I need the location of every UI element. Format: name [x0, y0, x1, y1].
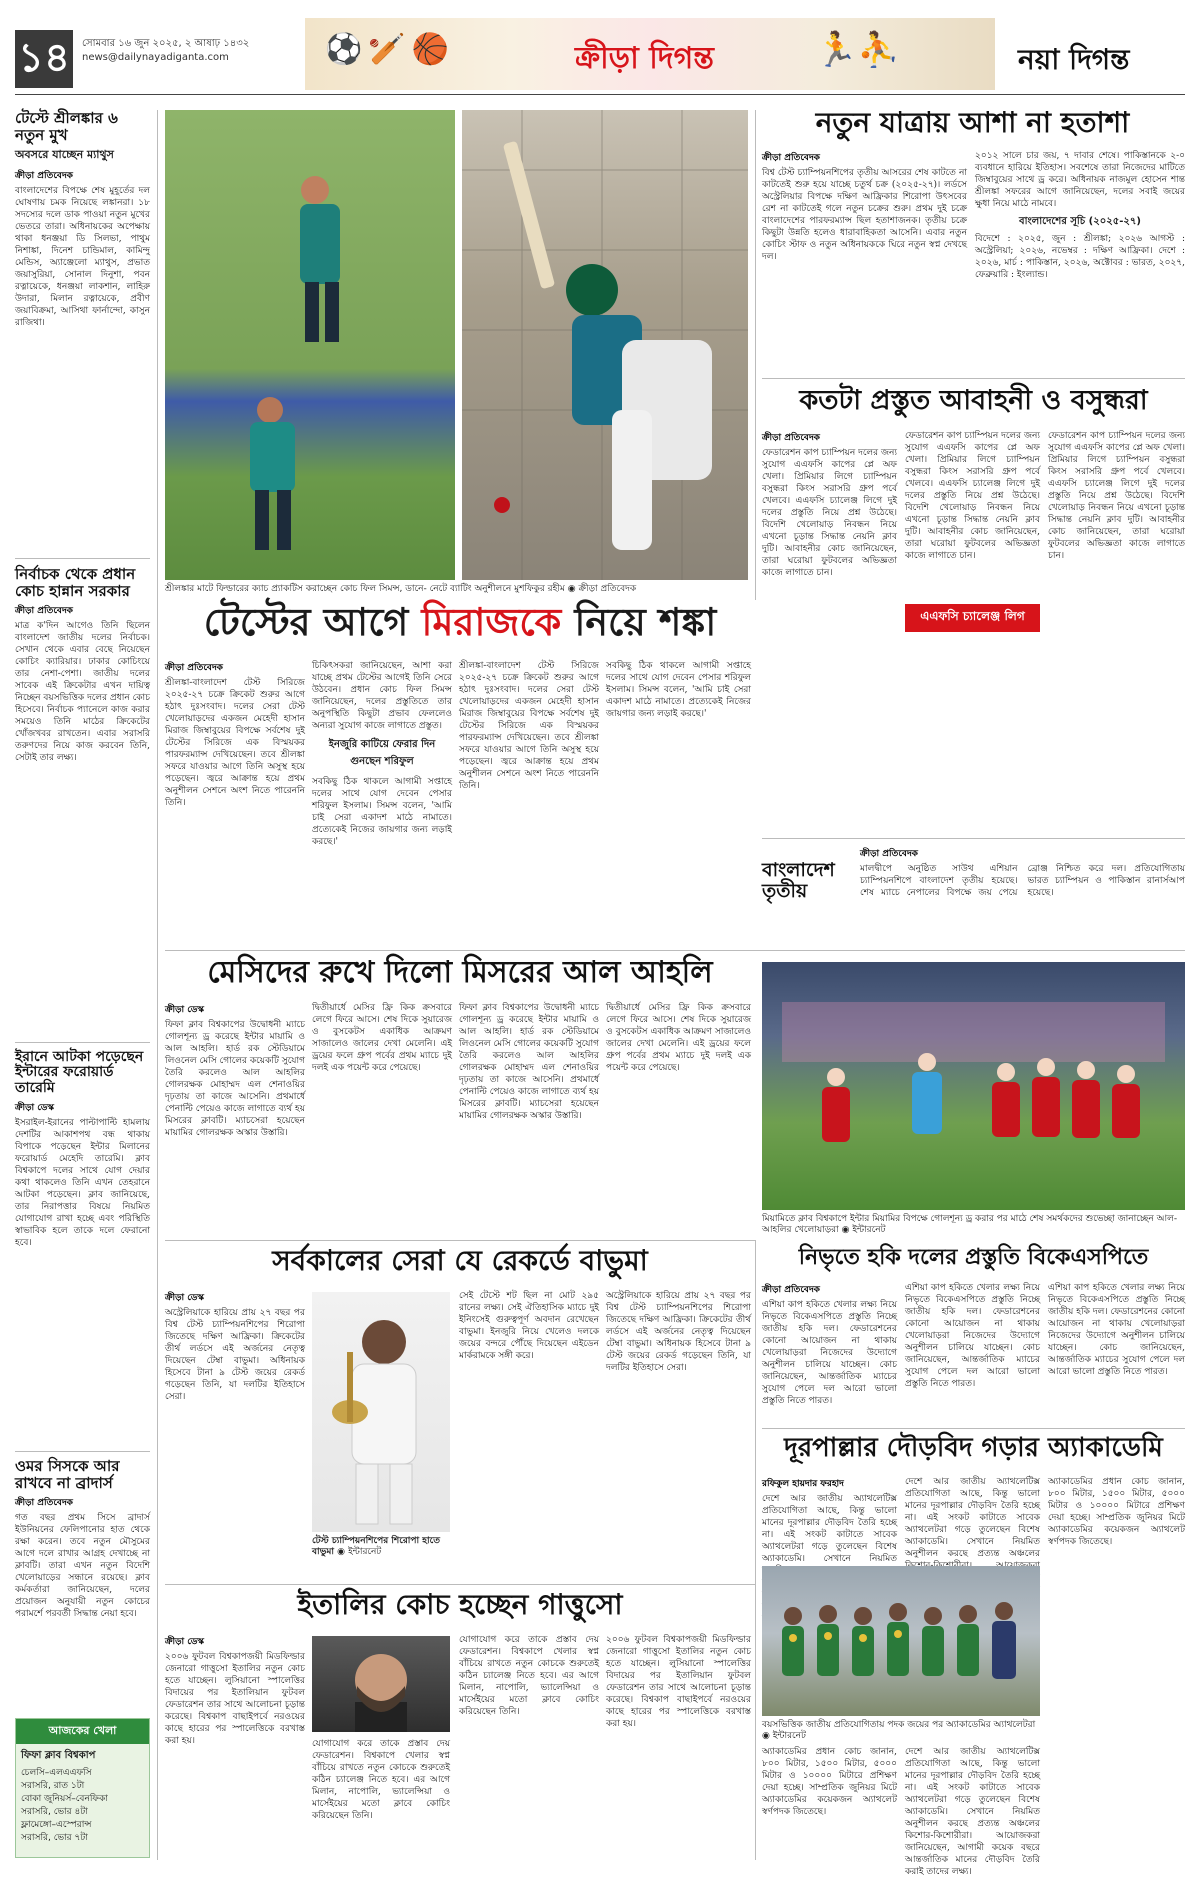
batsman-illustration [462, 110, 748, 580]
abahani-headline: কতটা প্রস্তুত আবাহনী ও বসুন্ধরা [799, 385, 1148, 416]
gattuso-col1 [165, 1634, 305, 1860]
sprint-col2b [905, 1746, 1040, 1877]
ahly-col4 [606, 1002, 751, 1242]
players-illustration [762, 962, 1185, 1210]
subhead: ইনজুরি কাটিয়ে ফেরার দিন গুনছেন শরিফুল [328, 739, 436, 767]
divider [15, 558, 150, 559]
miraz-col2 [312, 660, 452, 940]
miraz-col4 [606, 660, 751, 940]
body2: সেই টেস্টে শট ছিল না মোট ২৯৫ রানের লক্ষ্য। সেই ঐতিহাসিক ম্যাচে দুই ইনিংসেই গুরুত্বপূর্ণ অবদান রেখেছেন বাভুমা। ইনজুরি নিয়ে খেলেও দলকে জয়ের বন্দরে পৌঁছে দিয়েছেন এইডেন মার্করামকে সঙ্গী করে। [459, 1291, 599, 1361]
ahly-headline: মেসিদের রুখে দিলো মিসরের আল আহলি [207, 955, 713, 990]
divider [762, 1428, 1185, 1429]
camera-icon: ◉ [337, 1547, 349, 1557]
caption-text: টেস্ট চ্যাম্পিয়নশিপের শিরোপা হাতে বাভুমা [312, 1536, 440, 1557]
today-line: সরাসরি, রাত ১টা [21, 1781, 85, 1791]
caption-text: বয়সভিত্তিক জাতীয় প্রতিযোগিতায় পদক জয়ের পর অ্যাকাডেমির অ্যাথলেটরা [762, 1720, 1036, 1730]
abahani-col1 [762, 430, 897, 810]
gattuso-col3 [459, 1634, 599, 1860]
schedule-title: বাংলাদেশের সূচি (২০২৫-২৭) [1019, 216, 1141, 227]
photo-fielding-practice [165, 110, 455, 580]
body: শ্রীলঙ্কা-বাংলাদেশ টেস্ট সিরিজে ২০২৫-২৭ চক্রে ক্রিকেট শুরুর আগে হঠাৎ দুঃসংবাদ। দলের সেরা টেস্ট খেলোয়াড়দের একজন মেহেদী হাসান মিরাজ জিম্বাবুয়ের বিপক্ষে সর্বশেষ দুই টেস্টের সিরিজে এক বিস্ময়কর পারফরম্যান্স দেখিয়েছেন। তবে শ্রীলঙ্কা সফরে যাওয়ার আগে তিনি অসুস্থ হয়ে পড়েছেন। জ্বরে আক্রান্ত হয়ে প্রথম অনুশীলন সেশনে অংশ নিতে পারেননি তিনি। [165, 678, 305, 808]
headline: টেস্টে শ্রীলঙ্কার ৬ নতুন মুখ [15, 109, 118, 144]
photo-bavuma [312, 1292, 450, 1532]
body: এশিয়া কাপ হকিতে খেলার লক্ষ্য নিয়ে নিভৃতে বিকেএসপিতে প্রস্তুতি নিচ্ছে জাতীয় হকি দল। ফেডারেশনের কোনো আয়োজন না থাকায় খেলোয়াড়রা নিজেদের উদ্যোগে অনুশীলন চালিয়ে যাচ্ছেন। কোচ জানিয়েছেন, আন্তর্জাতিক ম্যাচের সুযোগ পেলে দল আরো ভালো প্রস্তুতি নিতে পারত। [905, 1283, 1040, 1389]
masthead [0, 0, 1200, 92]
schedule: বিদেশে : ২০২৫, জুন : শ্রীলঙ্কা; ২০২৬ আগস্ট : অস্ট্রেলিয়া; ২০২৬, নভেম্বর : দক্ষিণ আফ্রিকা। দেশে : ২০২৬, মার্চ : পাকিস্তান, ২০২৬, অক্টোবর : ভারত, ২০২৭, ফেব্রুয়ারি : ইংল্যান্ড। [975, 234, 1185, 280]
body: বিশ্ব টেস্ট চ্যাম্পিয়নশিপের তৃতীয় আসরের শেষ কাটতে না কাটতেই শুরু হয়ে যাচ্ছে চতুর্থ চক্র (২০২৫-২৭)। লর্ডসে অস্ট্রেলিয়ার বিপক্ষে দক্ষিণ আফ্রিকার শিরোপা উৎসবের রেশ না কাটতেই গলে নতুন চক্রের শুরু। প্রথম দুই চক্রে বাংলাদেশের পারফরম্যান্স ছিল হতাশাজনক। তৃতীয় চক্রে কিছুটা উন্নতি হলেও ধারাবাহিকতা আসেনি। এবার নতুন কোচিং স্টাফ ও নতুন অধিনায়ককে ঘিরে নতুন স্বপ্ন দেখছে দল। [762, 168, 967, 262]
caption-credit: ইন্টারনেট [772, 1731, 806, 1741]
body: ফেডারেশন কাপ চ্যাম্পিয়ন দলের জন্য সুযোগ এএফসি কাপের প্লে অফ খেলা। প্রিমিয়ার লিগে চ্যাম্পিয়ন বসুন্ধরা কিংস সরাসরি গ্রুপ পর্বে খেলবে। এএফসি চ্যালেঞ্জ লিগে দুই দলের প্রস্তুতি নিয়ে প্রশ্ন উঠেছে। বিদেশি খেলোয়াড় নিবন্ধন নিয়ে এখনো চূড়ান্ত সিদ্ধান্ত নেয়নি ক্লাব দুটি। আবাহনীর কোচ জানিয়েছেন, তারা ঘরোয়া ফুটবলের অভিজ্ঞতা কাজে লাগাতে চান। [1048, 431, 1185, 561]
divider [165, 1584, 755, 1585]
bavuma-illustration [312, 1292, 450, 1532]
photo-al-ahly [762, 962, 1185, 1210]
sprint-col3 [1048, 1476, 1185, 1860]
sprint-col2 [905, 1476, 1040, 1560]
story-srilanka [15, 110, 150, 550]
divider [762, 378, 1185, 379]
body: ২০০৬ ফুটবল বিশ্বকাপজয়ী মিডফিল্ডার জেনারো গাত্তুসো ইতালির নতুন কোচ হতে যাচ্ছেন। লুসিয়ানো স্পালেত্তির বিদায়ের পর ইতালিয়ান ফুটবল ফেডারেশন তার সাথে আলোচনা চূড়ান্ত করেছে। বিশ্বকাপ বাছাইপর্বে নরওয়ের কাছে হারের পর স্পালেত্তিকে বরখাস্ত করা হয়। [606, 1635, 751, 1729]
body: ফেডারেশন কাপ চ্যাম্পিয়ন দলের জন্য সুযোগ এএফসি কাপের প্লে অফ খেলা। প্রিমিয়ার লিগে চ্যাম্পিয়ন বসুন্ধরা কিংস সরাসরি গ্রুপ পর্বে খেলবে। এএফসি চ্যালেঞ্জ লিগে দুই দলের প্রস্তুতি নিয়ে প্রশ্ন উঠেছে। বিদেশি খেলোয়াড় নিবন্ধন নিয়ে এখনো চূড়ান্ত সিদ্ধান্ত নেয়নি ক্লাব দুটি। আবাহনীর কোচ জানিয়েছেন, তারা ঘরোয়া ফুটবলের অভিজ্ঞতা কাজে লাগাতে চান। [905, 431, 1040, 561]
abahani-col3 [1048, 430, 1185, 810]
reporter: ক্রীড়া প্রতিবেদক [15, 171, 73, 181]
sprint-col1b [762, 1746, 897, 1860]
body2: যোগাযোগ করে তাকে প্রস্তাব দেয় ফেডারেশন। বিশ্বকাপে খেলার স্বপ্ন বাঁচিয়ে রাখতে নতুন কোচকে শুরুতেই কঠিন চ্যালেঞ্জ নিতে হবে। এর আগে মিলান, নাপোলি, ভ্যালেন্সিয়া ও মার্সেইয়ের মতো ক্লাবে কোচিং করিয়েছেন তিনি। [459, 1635, 599, 1717]
top-photo-caption [165, 584, 745, 595]
bangladesh-third-body [860, 846, 1185, 946]
page-number: ১৪ [15, 30, 73, 88]
sprint-headline: দূরপাল্লার দৌড়বিদ গড়ার অ্যাকাডেমি [784, 1433, 1163, 1463]
ahly-photo-caption [762, 1214, 1185, 1236]
reporter: রফিকুল হায়দার ফরহাদ [762, 1479, 844, 1489]
hockey-headline: নিভৃতে হকি দলের প্রস্তুতি বিকেএসপিতে [798, 1245, 1149, 1270]
body: দেশে আর জাতীয় অ্যাথলেটিক্স প্রতিযোগিতা আছে, কিন্তু ভালো মানের দূরপাল্লার দৌড়বিদ তৈরি হচ্ছে না। এই সংকট কাটাতে সাবেক অ্যাথলেটরা গড়ে তুলেছেন বিশেষ অ্যাকাডেমি। সেখানে নিয়মিত অনুশীলন করছে প্রত্যন্ত অঞ্চলের কিশোর-কিশোরীরা। আয়োজকরা জানিয়েছেন, আগামী কয়েক বছরে আন্তর্জাতিক মানের দৌড়বিদ তৈরি করাই তাদের লক্ষ্য। [905, 1747, 1040, 1877]
email: news@dailynayadiganta.com [82, 52, 229, 63]
hockey-col3 [1048, 1282, 1185, 1422]
divider [15, 1042, 150, 1043]
reporter: ক্রীড়া ডেস্ক [15, 1103, 55, 1114]
body: গত বছর প্রথম সিসে ব্রাদার্স ইউনিয়নের ফেলিপানোর হাত থেকে রক্ষা করেন। তবে নতুন মৌসুমের আগে দলে রাখার আগ্রহ দেখাচ্ছে না ক্লাবটি। তারা এখন নতুন বিদেশি খেলোয়াড়ের সন্ধানে রয়েছে। ক্লাব কর্মকর্তারা জানিয়েছেন, দলের প্রয়োজন অনুযায়ী নতুন কোচের পরামর্শে পরবর্তী সিদ্ধান্ত নেয়া হবে। [15, 1513, 150, 1619]
sports-figures-icon: 🏃⛹ [815, 30, 900, 70]
body2: ২০১২ সালে চার জয়, ৭ দাবার শেষে। পাকিস্তানকে ২-০ ব্যবধানে হারিয়ে ইতিহাস। সবশেষে তারা নিজেদের মাটিতে জিম্বাবুয়ের সাথে ড্র করে। অধিনায়ক নাজমুল হোসেন শান্ত শ্রীলঙ্কা সফরের আগে জানিয়েছেন, দলের সবাই জয়ের ক্ষুধা নিয়ে মাঠে নামবে। [975, 151, 1185, 209]
headline: নির্বাচক থেকে প্রধান কোচ হান্নান সরকার [15, 565, 136, 600]
kicker: অবসরে যাচ্ছেন ম্যাথুস [15, 148, 114, 161]
gattuso-illustration [312, 1636, 450, 1732]
camera-icon: ◉ [762, 1731, 773, 1741]
new-journey-col1 [762, 150, 967, 370]
body: এশিয়া কাপ হকিতে খেলার লক্ষ্য নিয়ে নিভৃতে বিকেএসপিতে প্রস্তুতি নিচ্ছে জাতীয় হকি দল। ফেডারেশনের কোনো আয়োজন না থাকায় খেলোয়াড়রা নিজেদের উদ্যোগে অনুশীলন চালিয়ে যাচ্ছেন। কোচ জানিয়েছেন, আন্তর্জাতিক ম্যাচের সুযোগ পেলে দল আরো ভালো প্রস্তুতি নিতে পারত। [762, 1300, 897, 1406]
left-column-rule [157, 110, 158, 1860]
body: অস্ট্রেলিয়াকে হারিয়ে প্রায় ২৭ বছর পর বিশ্ব টেস্ট চ্যাম্পিয়নশিপের শিরোপা জিতেছে দক্ষিণ আফ্রিকা। ক্রিকেটের তীর্থ লর্ডসে এই অর্জনের নেতৃত্ব দিয়েছেন টেম্বা বাভুমা। অধিনায়ক হিসেবে টানা ৯ টেস্ট জয়ের রেকর্ড গড়েছেন তিনি, যা দলটির ইতিহাসে সেরা। [165, 1308, 305, 1402]
body: বাংলাদেশের বিপক্ষে শেষ মুহূর্তের দল ঘোষণায় চমক নিয়েছে লঙ্কানরা। ১৮ সদস্যের দলে ডাক পাওয়া নতুন মুখের ভেতরে তারা। অধিনায়কের অপেক্ষায় থাকা ধনঞ্জয়া ডি সিলভা, পাথুম নিশাঙ্কা, দিনেশ চান্ডিমাল, কামিন্দু মেন্ডিস, অ্যাঞ্জেলো ম্যাথুস, প্রভাত জয়াসুরিয়া, সোনাল দিনুশা, পবন রত্নায়েকে, ধনঞ্জয়া লাকশান, লাহিরু উদারা, মিলান রত্নায়েকে, প্রবীণ জয়াবিক্রমা, আসিথা ফার্নান্দো, কাসুন রাজিথা। [15, 186, 150, 328]
body: মালদ্বীপে অনুষ্ঠিত সাউথ এশিয়ান চ্যাম্পিয়নশিপে বাংলাদেশ তৃতীয় হয়েছে। শেষ ম্যাচে নেপালের বিপক্ষে জয় পেয়ে ব্রোঞ্জ নিশ্চিত করে দল। প্রতিযোগিতায় ভারত চ্যাম্পিয়ন ও পাকিস্তান রানার্সআপ হয়েছে। [860, 864, 1185, 898]
today-line: ফ্লামেঙ্গো–এস্পেরান্স [21, 1820, 92, 1830]
reporter: ক্রীড়া প্রতিবেদক [762, 1285, 820, 1295]
sports-balls-icon: ⚽🏏🏀 [325, 32, 456, 67]
photo-athletes [762, 1566, 1040, 1716]
miraz-col3 [459, 660, 599, 940]
story-hannan [15, 566, 150, 1036]
divider [165, 950, 1185, 951]
reporter: ক্রীড়া ডেস্ক [165, 1637, 205, 1647]
body3: সবকিছু ঠিক থাকলে আগামী সপ্তাহে দলের সাথে যোগ দেবেন পেসার শরিফুল ইসলাম। সিমন্স বলেন, 'আমি চাই সেরা একাদশ মাঠে নামাতে। প্রত্যেকেই নিজের জায়গার জন্য লড়াই করছে।' [606, 661, 751, 719]
body2: অ্যাকাডেমির প্রধান কোচ জানান, ৮০০ মিটার, ১৫০০ মিটার, ৫০০০ মিটার ও ১০০০০ মিটারে প্রশিক্ষণ দেয়া হচ্ছে। সাম্প্রতিক জুনিয়র মিটে অ্যাকাডেমির কয়েকজন অ্যাথলেট স্বর্ণপদক জিতেছে। [762, 1747, 897, 1817]
divider [15, 1451, 150, 1452]
miraz-col1 [165, 660, 305, 940]
camera-icon: ◉ [841, 1225, 853, 1235]
body2: চিকিৎসকরা জানিয়েছেন, আশা করা যাচ্ছে প্রথম টেস্টের আগেই তিনি সেরে উঠবেন। প্রধান কোচ ফিল সিমন্স জানিয়েছেন, দলের প্রস্তুতিতে তার অনুপস্থিতি কিছুটা প্রভাব ফেললেও অন্যরা সুযোগ কাজে লাগাতে প্রস্তুত। [312, 661, 452, 731]
body: ফিফা ক্লাব বিশ্বকাপের উদ্বোধনী ম্যাচে গোলশূন্য ড্র করেছে ইন্টার মায়ামি ও আল আহলি। হার্ড রক স্টেডিয়ামে লিওনেল মেসি গোলের কয়েকটি সুযোগ তৈরি করলেও আল আহলির গোলরক্ষক মোহাম্মদ এল শেনাওয়ির দৃঢ়তায় তা কাজে আসেনি। প্রথমার্ধে পেনাল্টি পেয়েও কাজে লাগাতে ব্যর্থ হয় মিসরের ক্লাবটি। ম্যাচসেরা হয়েছেন মায়ামির গোলরক্ষক অস্কার উস্তারি। [459, 1003, 599, 1121]
story-omar [15, 1458, 150, 1708]
today-title: আজকের খেলা [16, 1719, 149, 1744]
ahly-col2 [312, 1002, 452, 1242]
body: অস্ট্রেলিয়াকে হারিয়ে প্রায় ২৭ বছর পর বিশ্ব টেস্ট চ্যাম্পিয়নশিপের শিরোপা জিতেছে দক্ষিণ আফ্রিকা। ক্রিকেটের তীর্থ লর্ডসে এই অর্জনের নেতৃত্ব দিয়েছেন টেম্বা বাভুমা। অধিনায়ক হিসেবে টানা ৯ টেস্ট জয়ের রেকর্ড গড়েছেন তিনি, যা দলটির ইতিহাসে সেরা। [606, 1291, 751, 1373]
body: মাত্র ক'দিন আগেও তিনি ছিলেন বাংলাদেশ জাতীয় দলের নির্বাচক। সেখান থেকে এবার বেছে নিয়েছেন কোচিং ক্যারিয়ার। ঢাকার কোচিংয়ে তার নেশা-পেশা। জাতীয় দলের সাবেক এই ক্রিকেটার এখন দায়িত্ব নিচ্ছেন বয়সভিত্তিক দলের প্রধান কোচ হিসেবে। নির্বাচক প্যানেলে কাজ করার সময়েও তিনি মাঠের ক্রিকেটের খোঁজখবর রাখতেন। এবার সরাসরি তরুণদের নিয়ে কাজ করবেন তিনি, সেটাই তার লক্ষ্য। [15, 621, 150, 763]
body2: দ্বিতীয়ার্ধে মেসির ফ্রি কিক ক্রসবারে লেগে ফিরে আসে। শেষ দিকে সুয়ারেজ ও বুসকেটস একাধিক আক্রমণ সাজালেও জালের দেখা মেলেনি। এই ড্রয়ের ফলে গ্রুপ পর্বের প্রথম ম্যাচে দুই দলই এক পয়েন্ট করে পেয়েছে। [312, 1003, 452, 1073]
body: ফেডারেশন কাপ চ্যাম্পিয়ন দলের জন্য সুযোগ এএফসি কাপের প্লে অফ খেলা। প্রিমিয়ার লিগে চ্যাম্পিয়ন বসুন্ধরা কিংস সরাসরি গ্রুপ পর্বে খেলবে। এএফসি চ্যালেঞ্জ লিগে দুই দলের প্রস্তুতি নিয়ে প্রশ্ন উঠেছে। বিদেশি খেলোয়াড় নিবন্ধন নিয়ে এখনো চূড়ান্ত সিদ্ধান্ত নেয়নি ক্লাব দুটি। আবাহনীর কোচ জানিয়েছেন, তারা ঘরোয়া ফুটবলের অভিজ্ঞতা কাজে লাগাতে চান। [762, 448, 897, 578]
reporter: ক্রীড়া প্রতিবেদক [860, 849, 918, 859]
gattuso-headline: ইতালির কোচ হচ্ছেন গাত্তুসো [297, 1588, 623, 1621]
body: দেশে আর জাতীয় অ্যাথলেটিক্স প্রতিযোগিতা আছে, কিন্তু ভালো মানের দূরপাল্লার দৌড়বিদ তৈরি হচ্ছে না। এই সংকট কাটাতে সাবেক অ্যাথলেটরা গড়ে তুলেছেন বিশেষ অ্যাকাডেমি। সেখানে নিয়মিত অনুশীলন করছে প্রত্যন্ত অঞ্চলের [905, 1477, 1040, 1559]
headline-part1: টেস্টের আগে [203, 600, 409, 644]
photo-batting-nets [462, 110, 748, 580]
caption-text: মিয়ামিতে ক্লাব বিশ্বকাপে ইন্টার মিয়ামির বিপক্ষে গোলশূন্য ড্র করার পর মাঠে শেষ সমর্থকদের শুভেচ্ছা জানাচ্ছেন আল-আহলির খেলোয়াড়রা [762, 1214, 1178, 1235]
divider [165, 1240, 755, 1241]
bangladesh-third-label: বাংলাদেশ তৃতীয় [762, 859, 835, 902]
body2: যোগাযোগ করে তাকে প্রস্তাব দেয় ফেডারেশন। বিশ্বকাপে খেলার স্বপ্ন বাঁচিয়ে রাখতে নতুন কোচকে শুরুতেই কঠিন চ্যালেঞ্জ নিতে হবে। এর আগে মিলান, নাপোলি, ভ্যালেন্সিয়া ও মার্সেইয়ের মতো ক্লাবে কোচিং করিয়েছেন তিনি। [312, 1739, 450, 1821]
photo-gattuso [312, 1636, 450, 1732]
logo: নয়া দিগন্ত [1018, 43, 1130, 76]
body: দেশে আর জাতীয় অ্যাথলেটিক্স প্রতিযোগিতা আছে, কিন্তু ভালো মানের দূরপাল্লার দৌড়বিদ তৈরি হচ্ছে না। এই সংকট কাটাতে সাবেক অ্যাথলেটরা গড়ে তুলেছেন বিশেষ অ্যাকাডেমি। সেখানে নিয়মিত [762, 1494, 897, 1564]
body2: দ্বিতীয়ার্ধে মেসির ফ্রি কিক ক্রসবারে লেগে ফিরে আসে। শেষ দিকে সুয়ারেজ ও বুসকেটস একাধিক আক্রমণ সাজালেও জালের দেখা মেলেনি। এই ড্রয়ের ফলে গ্রুপ পর্বের প্রথম ম্যাচে দুই দলই এক পয়েন্ট করে পেয়েছে। [606, 1003, 751, 1073]
ahly-col3 [459, 1002, 599, 1242]
today-event: ফিফা ক্লাব বিশ্বকাপ [21, 1750, 96, 1761]
body: ২০০৬ ফুটবল বিশ্বকাপজয়ী মিডফিল্ডার জেনারো গাত্তুসো ইতালির নতুন কোচ হতে যাচ্ছেন। লুসিয়ানো স্পালেত্তির বিদায়ের পর ইতালিয়ান ফুটবল ফেডারেশন তার সাথে আলোচনা চূড়ান্ত করেছে। বিশ্বকাপ বাছাইপর্বে নরওয়ের কাছে হারের পর স্পালেত্তিকে বরখাস্ত করা হয়। [165, 1652, 305, 1746]
reporter: ক্রীড়া প্রতিবেদক [15, 1498, 73, 1508]
fielders-illustration [165, 110, 455, 580]
reporter: ক্রীড়া প্রতিবেদক [165, 663, 223, 673]
bavuma-col4 [606, 1290, 751, 1590]
headline: ইরানে আটকা পড়েছেন ইন্টারের ফরোয়ার্ড তারেমি [15, 1049, 144, 1096]
today-line: বোকা জুনিয়র্স–বেনফিকা [21, 1794, 108, 1804]
new-journey-headline: নতুন যাত্রায় আশা না হতাশা [815, 106, 1130, 139]
afc-challenge-label: এএফসি চ্যালেঞ্জ লিগ [905, 604, 1040, 632]
reporter: ক্রীড়া প্রতিবেদক [762, 433, 820, 443]
body: এশিয়া কাপ হকিতে খেলার লক্ষ্য নিয়ে নিভৃতে বিকেএসপিতে প্রস্তুতি নিচ্ছে জাতীয় হকি দল। ফেডারেশনের কোনো আয়োজন না থাকায় খেলোয়াড়রা নিজেদের উদ্যোগে অনুশীলন চালিয়ে যাচ্ছেন। কোচ জানিয়েছেন, আন্তর্জাতিক ম্যাচের সুযোগ পেলে দল আরো ভালো প্রস্তুতি নিতে পারত। [1048, 1283, 1185, 1377]
gattuso-col2b [312, 1738, 450, 1860]
headline-highlight: মিরাজকে [421, 600, 562, 644]
masthead-rule [15, 94, 1185, 95]
section-title: ক্রীড়া দিগন্ত [575, 41, 714, 76]
new-journey-col2 [975, 150, 1185, 370]
caption-credit: ক্রীড়া প্রতিবেদক [578, 584, 637, 594]
today-line: সরাসরি, ভোর ৭টা [21, 1833, 88, 1843]
caption-credit: ইন্টারনেট [348, 1547, 382, 1557]
divider [762, 838, 1185, 839]
today-line: সরাসরি, ভোর ৪টা [21, 1807, 88, 1817]
lower-right-rule [755, 1240, 756, 1860]
body: ফিফা ক্লাব বিশ্বকাপের উদ্বোধনী ম্যাচে গোলশূন্য ড্র করেছে ইন্টার মায়ামি ও আল আহলি। হার্ড রক স্টেডিয়ামে লিওনেল মেসি গোলের কয়েকটি সুযোগ তৈরি করলেও আল আহলির গোলরক্ষক মোহাম্মদ এল শেনাওয়ির দৃঢ়তায় তা কাজে আসেনি। প্রথমার্ধে পেনাল্টি পেয়েও কাজে লাগাতে ব্যর্থ হয় মিসরের ক্লাবটি। ম্যাচসেরা হয়েছেন মায়ামির গোলরক্ষক অস্কার উস্তারি। [165, 1020, 305, 1138]
hockey-col1 [762, 1282, 897, 1422]
bavuma-col3 [459, 1290, 599, 1590]
camera-icon: ◉ [567, 584, 579, 594]
bavuma-photo-caption [312, 1536, 450, 1558]
body: শ্রীলঙ্কা-বাংলাদেশ টেস্ট সিরিজে ২০২৫-২৭ চক্রে ক্রিকেট শুরুর আগে হঠাৎ দুঃসংবাদ। দলের সেরা টেস্ট খেলোয়াড়দের একজন মেহেদী হাসান মিরাজ জিম্বাবুয়ের বিপক্ষে সর্বশেষ দুই টেস্টের সিরিজে এক বিস্ময়কর পারফরম্যান্স দেখিয়েছেন। তবে শ্রীলঙ্কা সফরে যাওয়ার আগে তিনি অসুস্থ হয়ে পড়েছেন। জ্বরে আক্রান্ত হয়ে প্রথম অনুশীলন সেশনে অংশ নিতে পারেননি তিনি। [459, 661, 599, 791]
caption-credit: ইন্টারনেট [852, 1225, 886, 1235]
headline-part2: নিয়ে শঙ্কা [574, 600, 717, 644]
miraz-headline [165, 600, 755, 644]
center-right-rule [755, 110, 756, 600]
reporter: ক্রীড়া প্রতিবেদক [15, 606, 73, 616]
caption-text: শ্রীলঙ্কার মাটে ফিল্ডারের ক্যাচ প্র্যাকটিস করাচ্ছেন কোচ ফিল সিমন্স, ডানে- নেটে ব্যাটিং অনুশীলনে মুশফিকুর রহীম [165, 584, 565, 594]
abahani-col2 [905, 430, 1040, 600]
sprint-col1 [762, 1476, 897, 1564]
date-line: সোমবার ১৬ জুন ২০২৫, ২ আষাঢ় ১৪৩২ [82, 38, 250, 49]
reporter: ক্রীড়া ডেস্ক [165, 1293, 205, 1303]
reporter: ক্রীড়া প্রতিবেদক [762, 153, 820, 163]
body: ইসরাইল-ইরানের পাল্টাপাল্টি হামলায় দেশটির আকাশপথ বন্ধ থাকায় বিপাকে পড়েছেন ইন্টার মিলানের ফরোয়ার্ড মেহেদি তারেমি। ক্লাব বিশ্বকাপে দলের সাথে যোগ দেয়ার কথা থাকলেও তিনি এখন তেহরানে আটকা পড়েছেন। ক্লাব জানিয়েছে, তার নিরাপত্তার বিষয়ে নিয়মিত যোগাযোগ রাখা হচ্ছে এবং পরিস্থিতি স্বাভাবিক হলে তাকে দলে ফেরানো হবে। [15, 1118, 150, 1249]
hockey-col2 [905, 1282, 1040, 1422]
bavuma-headline: সর্বকালের সেরা যে রেকর্ডে বাভুমা [272, 1244, 648, 1277]
gattuso-col4 [606, 1634, 751, 1860]
today-line: চেলসি–এলএএফসি [21, 1768, 92, 1778]
ahly-col1 [165, 1002, 305, 1242]
sprint-photo-caption [762, 1720, 1040, 1742]
today-box [15, 1718, 150, 1858]
story-iran [15, 1050, 150, 1445]
body2: অ্যাকাডেমির প্রধান কোচ জানান, ৮০০ মিটার, ১৫০০ মিটার, ৫০০০ মিটার ও ১০০০০ মিটারে প্রশিক্ষণ দেয়া হচ্ছে। সাম্প্রতিক জুনিয়র মিটে অ্যাকাডেমির কয়েকজন অ্যাথলেট স্বর্ণপদক জিতেছে। [1048, 1477, 1185, 1547]
headline: ওমর সিসকে আর রাখবে না ব্রাদার্স [15, 1457, 120, 1492]
body3: সবকিছু ঠিক থাকলে আগামী সপ্তাহে দলের সাথে যোগ দেবেন পেসার শরিফুল ইসলাম। সিমন্স বলেন, 'আমি চাই সেরা একাদশ মাঠে নামাতে। প্রত্যেকেই নিজের জায়গার জন্য লড়াই করছে।' [312, 777, 452, 847]
bavuma-col1 [165, 1290, 305, 1590]
athletes-illustration [762, 1566, 1040, 1716]
reporter: ক্রীড়া ডেস্ক [165, 1005, 205, 1015]
